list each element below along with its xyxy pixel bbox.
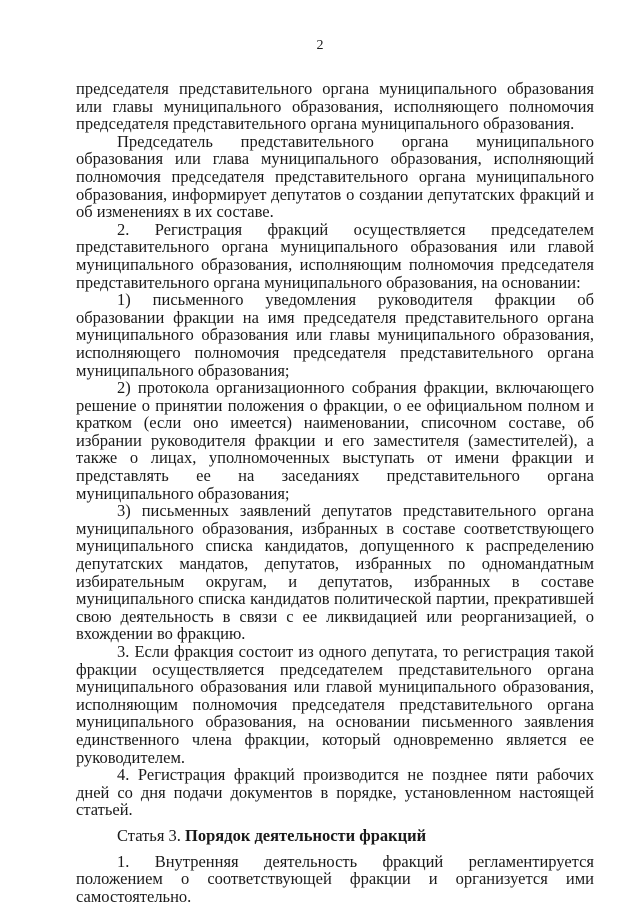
page-number: 2 bbox=[316, 38, 324, 53]
article-heading bbox=[76, 827, 594, 845]
paragraph-registration: 2. Регистрация фракций осуществляется председателем представительного органа муниципального образования или главой муниципального образования, исполняющим полномочия председателя представительного органа муниципального образования, на основании: bbox=[76, 219, 594, 292]
paragraph-single-deputy: 3. Если фракция состоит из одного депутата, то регистрация такой фракции осуществляется председателем представительного органа муниципального образования или главой муниципального образования, исполняющим полномочия председателя представительного органа муниципального образования, на основании письменного заявления единственного члена фракции, который одновременно является ее руководителем. bbox=[76, 642, 594, 767]
paragraph-deadline: 4. Регистрация фракций производится не позднее пяти рабочих дней со дня подачи документов в порядке, установленном настоящей статьей. bbox=[76, 765, 594, 820]
article-title: Порядок деятельности фракций bbox=[185, 825, 427, 845]
article-label: Статья 3. bbox=[117, 825, 181, 845]
paragraph-internal-activity: 1. Внутренняя деятельность фракций регламентируется положением о соответствующей фракции и организуется ими самостоятельно. bbox=[76, 851, 594, 906]
list-item-protocol: 2) протокола организационного собрания фракции, включающего решение о принятии положения о фракции, о ее официальном полном и кратком (если оно имеется) наименовании, списочном составе, об избрании руководителя фракции и его заместителя (заместителей), а также о лицах, уполномоченных выступать от имени фракции и представлять ее на заседаниях представительного органа муниципального образования; bbox=[76, 378, 594, 503]
paragraph-chair-informs: Председатель представительного органа муниципального образования или глава муниципального образования, исполняющий полномочия председателя представительного органа муниципального образования, информирует депутатов о создании депутатских фракций и об изменениях в их составе. bbox=[76, 131, 594, 222]
list-item-notification: 1) письменного уведомления руководителя фракции об образовании фракции на имя председателя представительного органа муниципального образования или главы муниципального образования, исполняющего полномочия председателя представительного органа муниципального образования; bbox=[76, 290, 594, 380]
paragraph-continuation: председателя представительного органа муниципального образования или главы муниципального образования, исполняющего полномочия председателя представительного органа муниципального образования. bbox=[76, 79, 594, 134]
list-item-statements: 3) письменных заявлений депутатов представительного органа муниципального образования, избранных в составе соответствующего муниципального списка кандидатов, допущенного к распределению депутатских мандатов, депутатов, избранных по одномандатным избирательным округам, и депутатов, избранных в составе муниципального списка кандидатов политической партии, прекратившей свою деятельность в связи с ее ликвидацией или реорганизацией, о вхождении во фракцию. bbox=[76, 501, 594, 644]
document-body bbox=[76, 80, 594, 905]
